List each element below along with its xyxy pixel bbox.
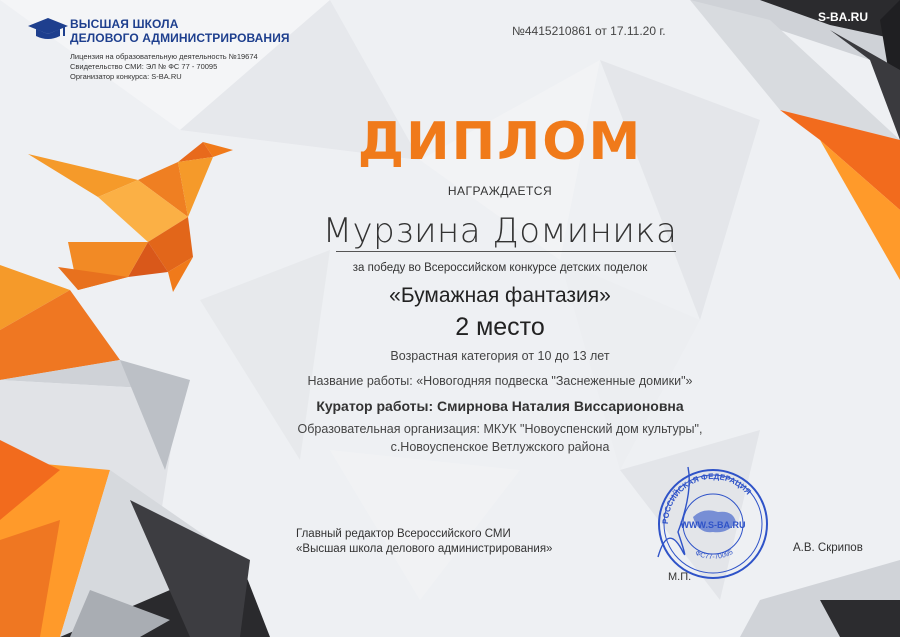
site-label: S-BA.RU xyxy=(818,10,868,24)
place: 2 место xyxy=(455,313,545,341)
editor-block xyxy=(296,527,552,557)
signer-name: А.В. Скрипов xyxy=(793,542,863,554)
work-title: Название работы: «Новогодняя подвеска "Заснеженные домики"» xyxy=(307,374,693,388)
curator: Куратор работы: Смирнова Наталия Виссарионовна xyxy=(316,398,684,414)
editor-line1: Главный редактор Всероссийского СМИ xyxy=(296,528,511,540)
license-text: Лицензия на образовательную деятельность №19674 xyxy=(70,52,258,61)
logo-title-line1: ВЫСШАЯ ШКОЛА xyxy=(70,17,179,31)
editor-line2: «Высшая школа делового администрирования» xyxy=(296,543,553,555)
win-text: за победу во Всероссийском конкурсе детских поделок xyxy=(352,262,648,274)
diploma-title: ДИПЛОМ xyxy=(357,112,643,172)
stamp-bottom-text: ФС77-70095 xyxy=(694,548,735,561)
logo xyxy=(28,14,68,49)
organizer-text: Организатор конкурса: S-BA.RU xyxy=(70,72,182,81)
graduation-cap-icon xyxy=(28,14,68,44)
official-stamp xyxy=(648,462,778,582)
stamp-place-label: М.П. xyxy=(668,571,692,583)
organization-line1: Образовательная организация: МКУК "Новоуспенский дом культуры", xyxy=(297,422,703,436)
age-category: Возрастная категория от 10 до 13 лет xyxy=(390,349,610,363)
name-underline xyxy=(336,251,676,252)
organization-line2: с.Новоуспенское Ветлужского района xyxy=(390,440,610,454)
contest-name: «Бумажная фантазия» xyxy=(389,284,611,307)
logo-title xyxy=(70,17,290,45)
organization xyxy=(0,420,900,456)
stamp-center-text: WWW.S-BA.RU xyxy=(680,520,746,530)
recipient-name: Мурзина Доминика xyxy=(322,211,678,251)
media-cert-text: Свидетельство СМИ: ЭЛ № ФС 77 - 70095 xyxy=(70,62,218,71)
logo-title-line2: ДЕЛОВОГО АДМИНИСТРИРОВАНИЯ xyxy=(70,31,290,45)
awarded-label: НАГРАЖДАЕТСЯ xyxy=(447,184,553,198)
stamp-ring-text: РОССИЙСКАЯ ФЕДЕРАЦИЯ xyxy=(660,471,753,525)
diploma-number: №4415210861 от 17.11.20 г. xyxy=(512,24,666,38)
license-info xyxy=(70,52,258,82)
